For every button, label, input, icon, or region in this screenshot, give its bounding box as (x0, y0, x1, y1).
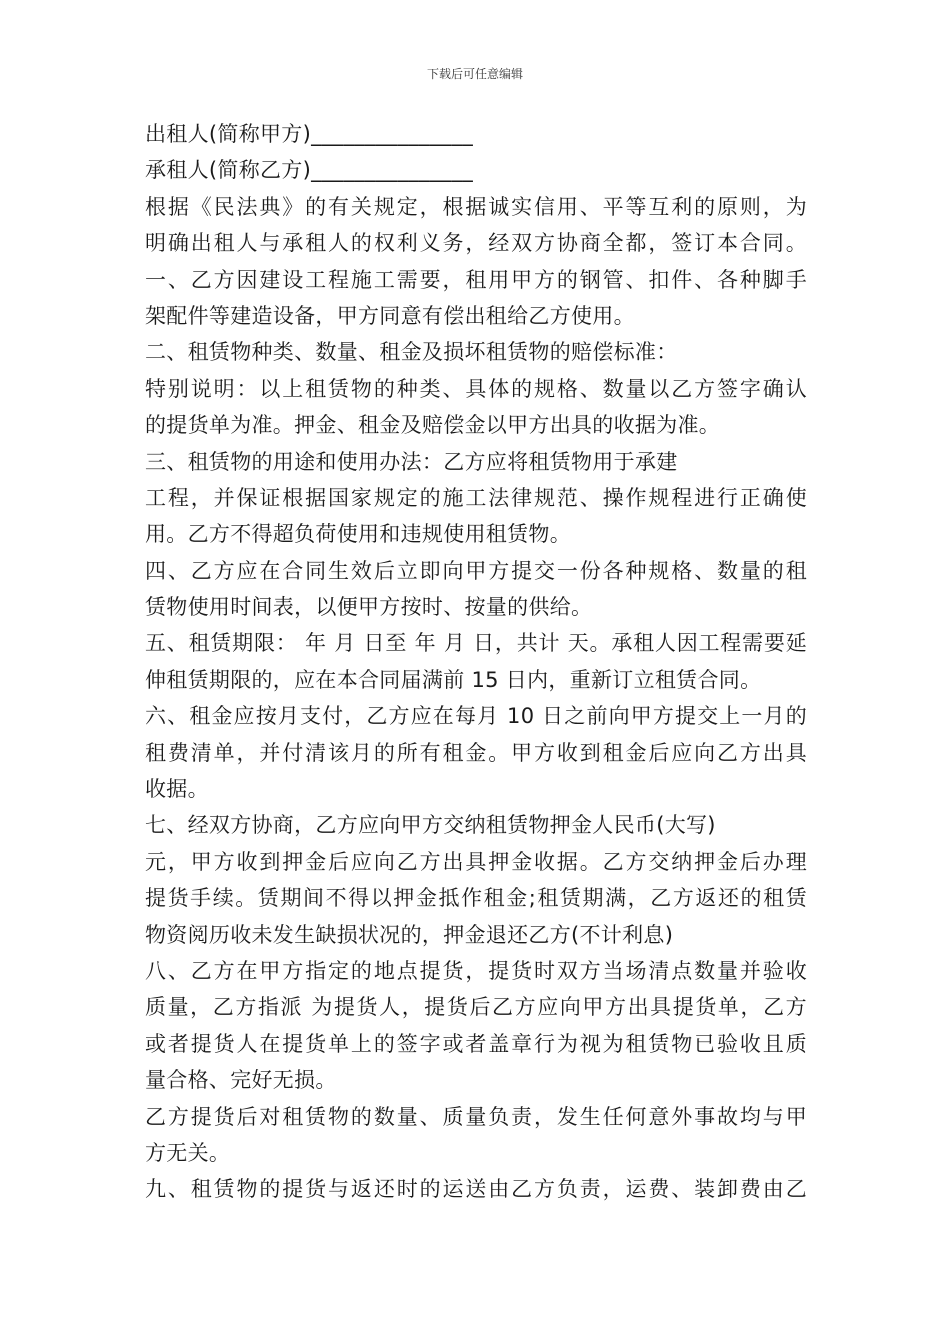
contract-text-line: 七、经双方协商，乙方应向甲方交纳租赁物押金人民币(大写) (145, 813, 716, 838)
contract-text-line: 架配件等建造设备，甲方同意有偿出租给乙方使用。 (145, 303, 635, 328)
contract-text-line: 特别说明：以上租赁物的种类、具体的规格、数量以乙方签字确认 (145, 376, 807, 401)
contract-text-line: 提货手续。赁期间不得以押金抵作租金;租赁期满，乙方返还的租赁 (145, 886, 807, 911)
contract-text-line: 根据《民法典》的有关规定，根据诚实信用、平等互利的原则，为 (145, 194, 807, 219)
contract-text-line: 工程，并保证根据国家规定的施工法律规范、操作规程进行正确使 (145, 485, 807, 510)
contract-text-line: 元，甲方收到押金后应向乙方出具押金收据。乙方交纳押金后办理 (145, 849, 807, 874)
page-header-note: 下载后可任意编辑 (426, 67, 523, 81)
contract-body (145, 116, 807, 1208)
contract-text-line: 三、租赁物的用途和使用办法：乙方应将租赁物用于承建 (145, 449, 678, 474)
contract-text-line: 六、租金应按月支付，乙方应在每月 10 日之前向甲方提交上一月的 (145, 704, 807, 729)
contract-text-line: 承租人(简称乙方)_______________ (145, 158, 474, 183)
contract-text-line: 量合格、完好无损。 (145, 1068, 337, 1093)
contract-text-line: 九、租赁物的提货与返还时的运送由乙方负责，运费、装卸费由乙 (145, 1177, 807, 1202)
contract-text-line: 四、乙方应在合同生效后立即向甲方提交一份各种规格、数量的租 (145, 558, 807, 583)
contract-text-line: 质量，乙方指派 为提货人，提货后乙方应向甲方出具提货单，乙方 (145, 995, 807, 1020)
contract-text-line: 方无关。 (145, 1140, 231, 1165)
contract-text-line: 八、乙方在甲方指定的地点提货，提货时双方当场清点数量并验收 (145, 958, 807, 983)
contract-text-line: 出租人(简称甲方)_______________ (145, 122, 474, 146)
contract-text-line: 五、租赁期限： 年 月 日至 年 月 日，共计 天。承租人因工程需要延 (145, 631, 807, 656)
contract-text-line: 赁物使用时间表，以便甲方按时、按量的供给。 (145, 595, 593, 620)
contract-text-line: 物资阅历收未发生缺损状况的，押金退还乙方(不计利息) (145, 922, 674, 947)
contract-text-line: 一、乙方因建设工程施工需要，租用甲方的钢管、扣件、各种脚手 (145, 267, 807, 292)
contract-text-line: 或者提货人在提货单上的签字或者盖章行为视为租赁物已验收且质 (145, 1031, 807, 1056)
contract-text-line: 二、租赁物种类、数量、租金及损坏租赁物的赔偿标准： (145, 340, 678, 365)
contract-text-line: 明确出租人与承租人的权利义务，经双方协商全都，签订本合同。 (145, 231, 807, 256)
contract-text-line: 的提货单为准。押金、租金及赔偿金以甲方出具的收据为准。 (145, 413, 721, 438)
contract-text-line: 用。乙方不得超负荷使用和违规使用租赁物。 (145, 522, 571, 547)
contract-text-line: 伸租赁期限的，应在本合同届满前 15 日内，重新订立租赁合同。 (145, 667, 762, 692)
contract-text-line: 租费清单，并付清该月的所有租金。甲方收到租金后应向乙方出具 (145, 740, 807, 765)
contract-text-line: 收据。 (145, 777, 209, 802)
contract-text-line: 乙方提货后对租赁物的数量、质量负责，发生任何意外事故均与甲 (145, 1104, 807, 1129)
